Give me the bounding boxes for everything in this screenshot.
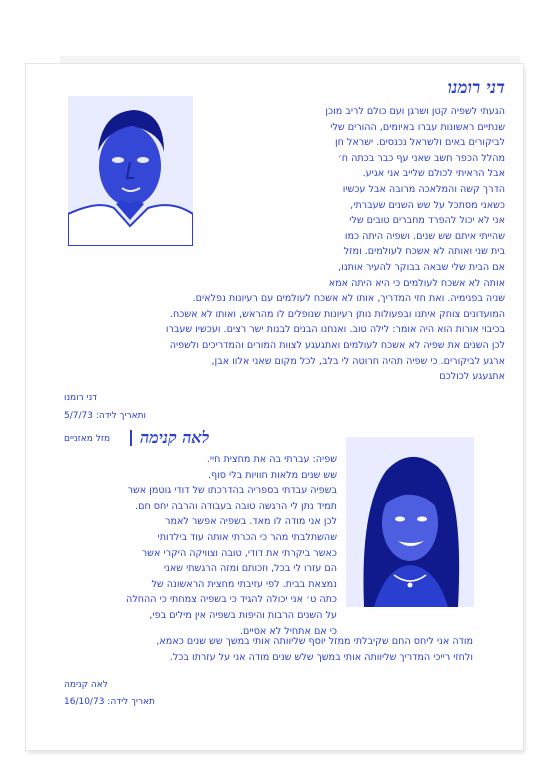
text-line: מודה אני ליחס החם שקיבלתי ממזל יוסף שליוותה אותי במשך שש שנים כאמא, xyxy=(156,636,473,647)
section2-birthdate: תאריך לידה: 16/10/73 xyxy=(64,697,155,707)
text-line: אבל הראיתי לכולם שלייב אני אגיע. xyxy=(362,168,505,180)
section1-paragraph xyxy=(75,104,505,385)
text-line: כתה ט׳ אני יכולה להגיד כי בשפיה צמחתי כי ההחלה xyxy=(126,594,337,606)
text-line: ארגע לביקורים. כי שפיה תהיה חרוטה לי בלב, לכל מקום שאני אלוו אבן, xyxy=(211,355,505,367)
section1-title: דני רומנו xyxy=(447,78,505,98)
text-line: שש שנים מלאות חוויות בלי סוף. xyxy=(207,469,337,481)
text-line: בשפיה עבדתי בספריה בהדרכתו של דודי גוטמן אשר xyxy=(127,485,337,497)
girl-portrait-icon xyxy=(346,437,474,607)
text-line: שניה בפנימיה. ואת חזי המדריך, אותו לא אשכח לעולמים עם רעיונות נפלאים. xyxy=(192,293,505,305)
text-line: ולחזי רייכי המדריך שליוותה אותי במשך שלש שנים מודה אני על עזרתו בכל. xyxy=(169,651,473,663)
text-line: לכן אני מודה לו מאד. בשפיה אפשר לאמר xyxy=(165,516,337,528)
text-line: כשאני מסתכל על שש השנים שעברתי, xyxy=(350,199,505,211)
text-line: מהלל הכפר חשב שאני עף כבר בכתה ח׳ xyxy=(337,152,505,164)
text-line: אותה לא אשכח לעולמים כי היא היתה אמא xyxy=(328,277,505,289)
text-line: כאשר ביקרתי את דודי, טובה וצוויקה היקרי אשר xyxy=(141,547,337,559)
text-line: נמצאת בבית. לפי עזיבתי מחצית הראשונה של xyxy=(151,578,337,590)
text-line: הדרך קשה והמלאכה מרובה אבל עכשיו xyxy=(342,183,505,195)
title-divider xyxy=(130,430,132,446)
text-line: בית שני ואותה לא אשכח לעולמים. ומזל xyxy=(343,246,505,258)
section2-signature-name: לאה קנימה xyxy=(64,680,108,690)
section1-birthdate: ותאריך לידה: 5/7/73 xyxy=(64,411,146,421)
text-line: אני לא יכול להפרד מחברים טובים שלי xyxy=(349,215,505,227)
section2-subtitle: מזל מאזניים xyxy=(64,434,111,444)
text-line: תמיד נתן לי הרגשה טובה בעבודה והרבה יחס חם. xyxy=(135,500,337,512)
text-line: הגעתי לשפיה קטן ושרגן ועם כולם לריב מוכן xyxy=(325,106,505,117)
text-line: שהשתלבתי מהר כי הכרתי אותה עוד בילדותי xyxy=(157,531,337,543)
section2-paragraph-upper xyxy=(57,452,337,639)
section2-paragraph-lower xyxy=(73,634,473,665)
text-line: אתגעגע לכולכם xyxy=(439,371,505,383)
text-line: בכיבוי אורות הוא היה אומר: לילה טוב. ואנחנו הבנים לבנות ישר רצים. ועכשיו שעברו xyxy=(165,324,505,336)
text-line: לביקורים באים ולשראל נכנסים. ישראל חן xyxy=(334,137,505,149)
text-line: המועדונים צוחק איתנו ובפעולות נותן רעיונות שנופלים לו מהראש, ואותו לא אשכח. xyxy=(169,308,505,320)
text-line: כי אם אתחיל לא אסיים. xyxy=(240,625,337,637)
section1-signature-name: דני רומנו xyxy=(64,393,98,403)
text-line: על השנים הרבות והיפות בשפיה אין מילים בפי, xyxy=(149,609,337,621)
text-line: הם עזרו לי בכל, וזכותם ומזה הרגשתי שאני xyxy=(163,563,337,575)
text-line: לכן השנים את שפיה לא אשכח לעולמים ואתגעגע לצוות המורים והמדריכים ולשפיה xyxy=(169,339,505,351)
text-line: שנתיים ראשונות עברו באיומים, ההורים שלי xyxy=(330,121,505,133)
portrait-photo-girl xyxy=(346,437,474,607)
text-line: שפיה: עברתי בה את מחצית חיי. xyxy=(206,454,337,465)
section2-title: לאה קנימה xyxy=(140,428,210,447)
text-line: שהייתי איתם שש שנים. ושפיה היתה כמו xyxy=(344,230,505,242)
text-line: אם הבית שלי שבאה בבוקר להעיר אותנו, xyxy=(338,261,505,273)
